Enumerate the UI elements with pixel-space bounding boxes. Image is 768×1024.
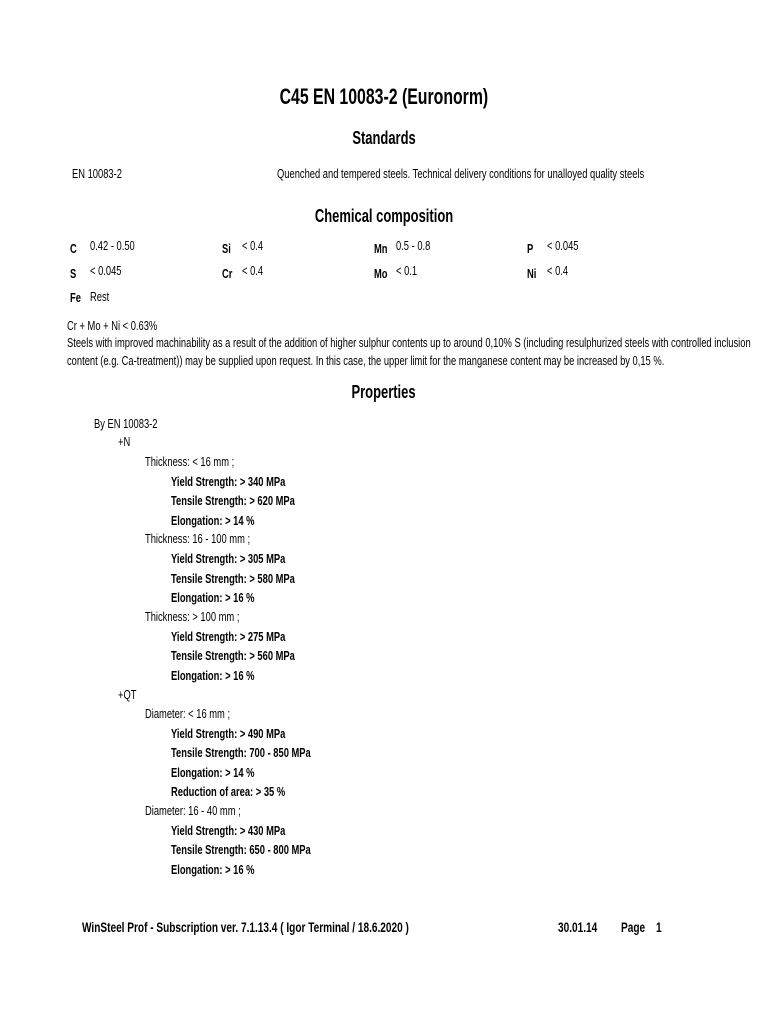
- condition-label: +QT: [118, 687, 137, 702]
- property-value: Tensile Strength: > 620 MPa: [171, 493, 295, 508]
- dimension-label: Thickness: < 16 mm ;: [145, 454, 235, 469]
- element-value: 0.5 - 0.8: [396, 238, 431, 253]
- standard-description: Quenched and tempered steels. Technical delivery conditions for unalloyed quality steels: [277, 166, 645, 181]
- property-value: Elongation: > 16 %: [171, 668, 255, 683]
- property-value: Yield Strength: > 430 MPa: [171, 823, 286, 838]
- standards-heading: Standards: [352, 128, 416, 148]
- dimension-label: Thickness: 16 - 100 mm ;: [145, 531, 251, 546]
- element-symbol: Si: [222, 241, 231, 256]
- element-value: < 0.045: [90, 263, 122, 278]
- property-value: Tensile Strength: 700 - 850 MPa: [171, 745, 311, 760]
- composition-note: content (e.g. Ca-treatment)) may be supplied upon request. In this case, the upper limit for the manganese content may be increased by 0,15 %.: [67, 353, 665, 368]
- element-value: < 0.4: [242, 238, 264, 253]
- property-value: Reduction of area: > 35 %: [171, 784, 286, 799]
- property-value: Elongation: > 16 %: [171, 590, 255, 605]
- footer-page-number: 1: [656, 919, 662, 935]
- properties-source: By EN 10083-2: [94, 416, 158, 431]
- properties-heading: Properties: [351, 382, 417, 402]
- dimension-label: Diameter: < 16 mm ;: [145, 706, 231, 721]
- property-value: Yield Strength: > 340 MPa: [171, 474, 286, 489]
- property-value: Tensile Strength: 650 - 800 MPa: [171, 842, 311, 857]
- chemical-heading: Chemical composition: [314, 206, 454, 226]
- element-value: 0.42 - 0.50: [90, 238, 135, 253]
- element-value: Rest: [90, 289, 110, 304]
- footer-page-label: Page: [621, 919, 646, 935]
- page-title: C45 EN 10083-2 (Euronorm): [279, 84, 489, 109]
- property-value: Tensile Strength: > 560 MPa: [171, 648, 295, 663]
- element-symbol: Mn: [374, 241, 388, 256]
- property-value: Yield Strength: > 275 MPa: [171, 629, 286, 644]
- composition-note: Cr + Mo + Ni < 0.63%: [67, 318, 158, 333]
- element-value: < 0.4: [547, 263, 569, 278]
- element-value: < 0.045: [547, 238, 579, 253]
- footer-software: WinSteel Prof - Subscription ver. 7.1.13.4 ( Igor Terminal / 18.6.2020 ): [82, 919, 409, 935]
- element-symbol: Mo: [374, 266, 388, 281]
- property-value: Elongation: > 16 %: [171, 862, 255, 877]
- footer-date: 30.01.14: [558, 919, 598, 935]
- element-symbol: P: [527, 241, 534, 256]
- property-value: Yield Strength: > 305 MPa: [171, 551, 286, 566]
- standard-code: EN 10083-2: [72, 166, 122, 181]
- element-symbol: Fe: [70, 290, 81, 305]
- element-symbol: Cr: [222, 266, 233, 281]
- element-value: < 0.4: [242, 263, 264, 278]
- element-symbol: C: [70, 241, 77, 256]
- property-value: Elongation: > 14 %: [171, 513, 255, 528]
- element-value: < 0.1: [396, 263, 418, 278]
- dimension-label: Diameter: 16 - 40 mm ;: [145, 803, 241, 818]
- dimension-label: Thickness: > 100 mm ;: [145, 609, 240, 624]
- element-symbol: S: [70, 266, 77, 281]
- property-value: Elongation: > 14 %: [171, 765, 255, 780]
- property-value: Tensile Strength: > 580 MPa: [171, 571, 295, 586]
- condition-label: +N: [118, 434, 131, 449]
- element-symbol: Ni: [527, 266, 537, 281]
- composition-note: Steels with improved machinability as a result of the addition of higher sulphur contents up to around 0,10% S (including resulphurized steels with controlled inclusion: [67, 335, 751, 350]
- property-value: Yield Strength: > 490 MPa: [171, 726, 286, 741]
